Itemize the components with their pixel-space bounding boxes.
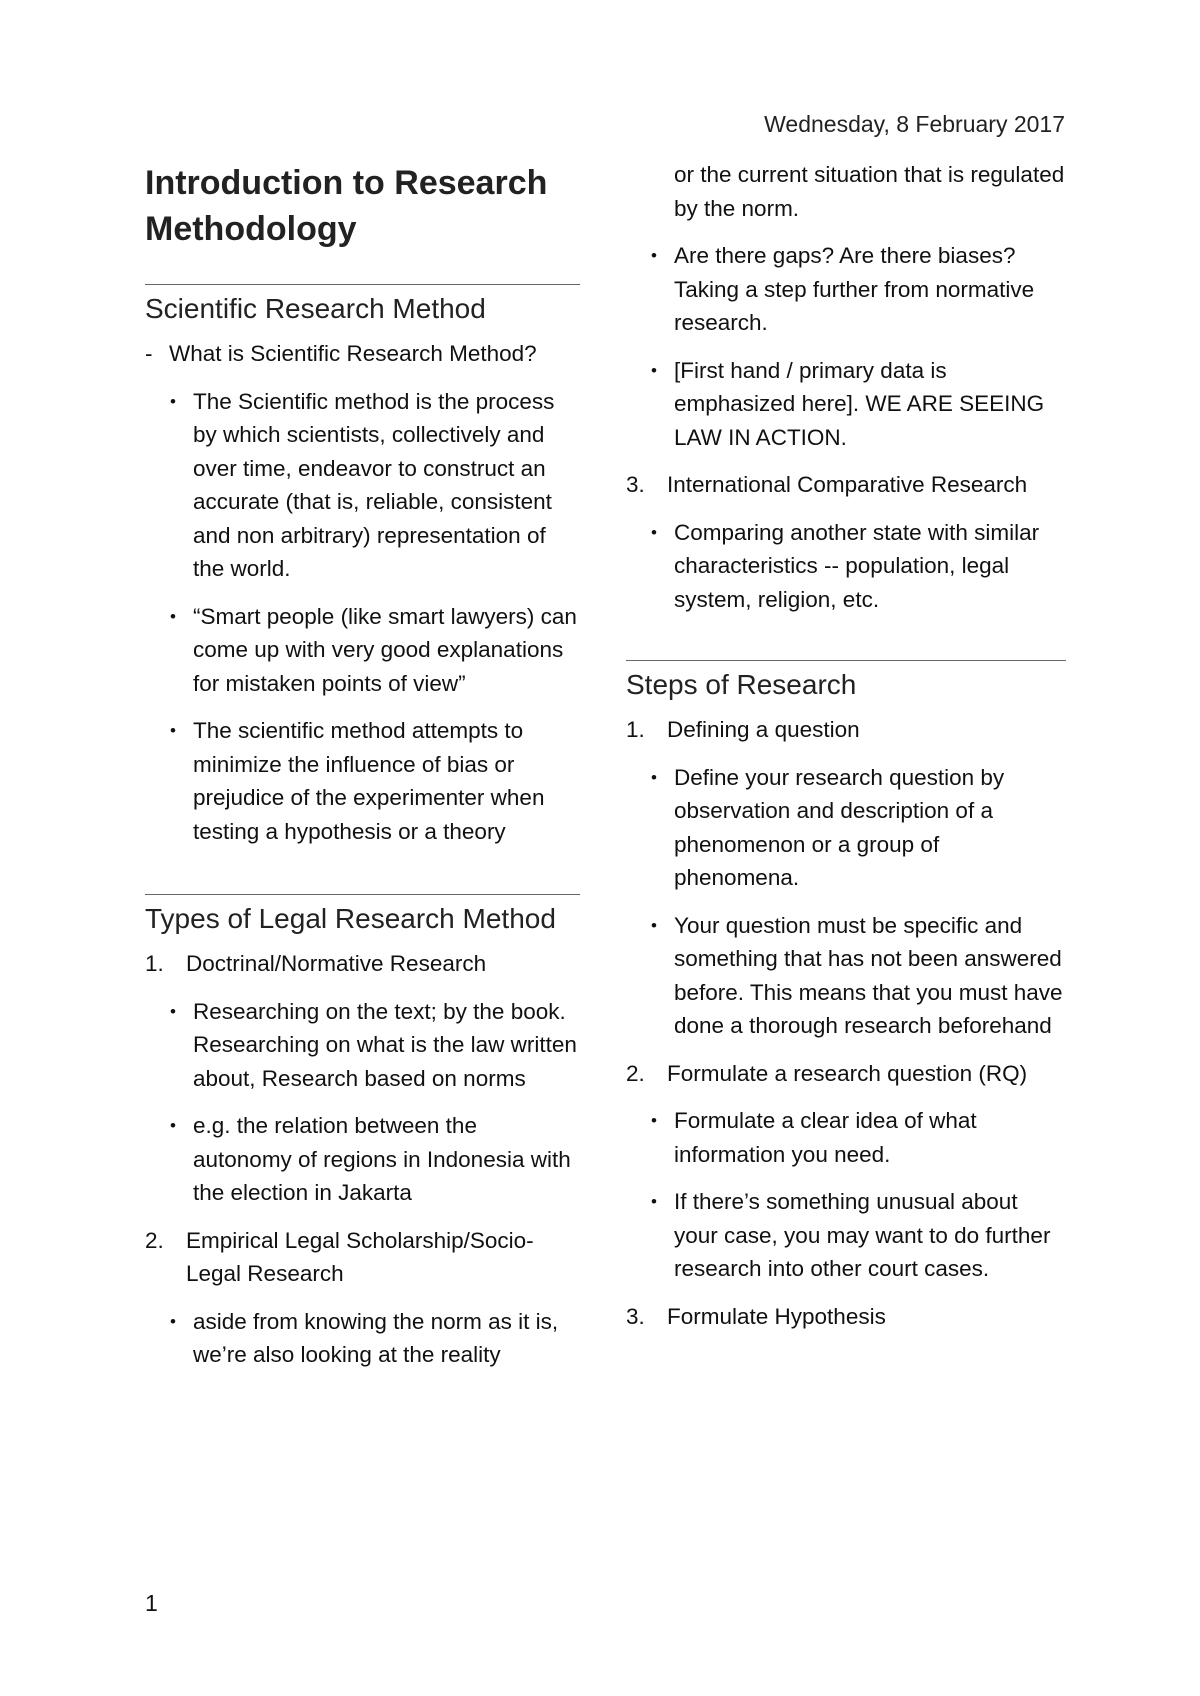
item-number: 2. — [626, 1060, 645, 1086]
numbered-item — [145, 947, 580, 981]
bullet-item: • The scientific method attempts to minimize the influence of bias or prejudice of the experimenter when testing a hypothesis or a theory — [145, 714, 580, 848]
numbered-item — [626, 1300, 1066, 1334]
bullet-item: • The Scientific method is the process by which scientists, collectively and over time, endeavor to construct an accurate (that is, reliable, consistent and non arbitrary) representation of the world. — [145, 385, 580, 586]
bullet-icon: • — [651, 522, 657, 542]
bullet-icon: • — [651, 360, 657, 380]
section-divider — [145, 284, 580, 285]
right-column — [626, 158, 1066, 1347]
item-number: 2. — [145, 1227, 164, 1253]
continued-text: or the current situation that is regulated by the norm. — [674, 162, 1065, 221]
bullet-item: • Your question must be specific and something that has not been answered before. This means that you must have done a thorough research beforehand — [626, 909, 1066, 1043]
item-number: 3. — [626, 472, 645, 497]
numbered-item — [626, 468, 1066, 502]
bullet-item: • [First hand / primary data is emphasized here]. WE ARE SEEING LAW IN ACTION. — [626, 354, 1066, 455]
numbered-item — [626, 713, 1066, 747]
bullet-icon: • — [170, 1116, 176, 1135]
bullet-list — [626, 516, 1066, 617]
bullet-list — [145, 995, 580, 1210]
bullet-icon: • — [170, 606, 176, 626]
bullet-icon: • — [170, 1001, 176, 1021]
bullet-icon: • — [170, 1311, 176, 1331]
item-label: Doctrinal/Normative Research — [186, 951, 487, 976]
bullet-icon: • — [651, 246, 657, 265]
item-label: Formulate a research question (RQ) — [667, 1060, 1028, 1086]
bullet-item: • Define your research question by observation and description of a phenomenon or a group of phenomena. — [626, 761, 1066, 895]
bullet-item: • aside from knowing the norm as it is, we’re also looking at the reality — [145, 1305, 580, 1372]
question-text: What is Scientific Research Method? — [169, 341, 537, 366]
bullet-list — [626, 1104, 1066, 1286]
bullet-icon: • — [651, 767, 657, 787]
numbered-item — [145, 1224, 580, 1291]
bullet-item: • Formulate a clear idea of what information you need. — [626, 1104, 1066, 1171]
left-column — [145, 160, 580, 1386]
section-heading-scientific-method: Scientific Research Method — [145, 293, 486, 324]
bullet-list — [626, 761, 1066, 1043]
item-number: 1. — [145, 951, 164, 976]
bullet-list — [145, 1305, 580, 1372]
section-divider — [626, 660, 1066, 661]
bullet-list — [145, 385, 580, 849]
item-label: International Comparative Research — [667, 472, 1028, 497]
section-heading-steps: Steps of Research — [626, 669, 857, 700]
item-label: Empirical Legal Scholarship/Socio-Legal Research — [186, 1227, 534, 1286]
dash-list-item — [145, 337, 580, 371]
bullet-item: • e.g. the relation between the autonomy of regions in Indonesia with the election in Jakarta — [145, 1109, 580, 1210]
bullet-icon: • — [651, 1192, 657, 1211]
bullet-icon: • — [170, 721, 176, 740]
bullet-icon: • — [651, 1111, 657, 1130]
section-divider — [145, 894, 580, 895]
document-title: Introduction to Research Methodology — [145, 164, 548, 248]
bullet-icon: • — [170, 391, 176, 411]
item-label: Formulate Hypothesis — [667, 1303, 886, 1329]
item-number: 3. — [626, 1303, 645, 1329]
item-label: Defining a question — [667, 717, 860, 742]
bullet-item: • “Smart people (like smart lawyers) can come up with very good explanations for mistaken points of view” — [145, 600, 580, 701]
bullet-item: • Are there gaps? Are there biases? Taking a step further from normative research. — [626, 239, 1066, 340]
document-date: Wednesday, 8 February 2017 — [764, 111, 1065, 137]
item-number: 1. — [626, 717, 645, 742]
dash-marker: - — [145, 341, 153, 366]
bullet-item: • Researching on the text; by the book. Researching on what is the law written about, Research based on norms — [145, 995, 580, 1096]
bullet-icon: • — [651, 915, 657, 935]
bullet-item: • If there’s something unusual about your case, you may want to do further research into other court cases. — [626, 1185, 1066, 1286]
bullet-item: • Comparing another state with similar characteristics -- population, legal system, religion, etc. — [626, 516, 1066, 617]
page-number: 1 — [145, 1590, 158, 1616]
numbered-item — [626, 1057, 1066, 1091]
section-heading-legal-research: Types of Legal Research Method — [145, 903, 556, 934]
bullet-list — [626, 239, 1066, 454]
